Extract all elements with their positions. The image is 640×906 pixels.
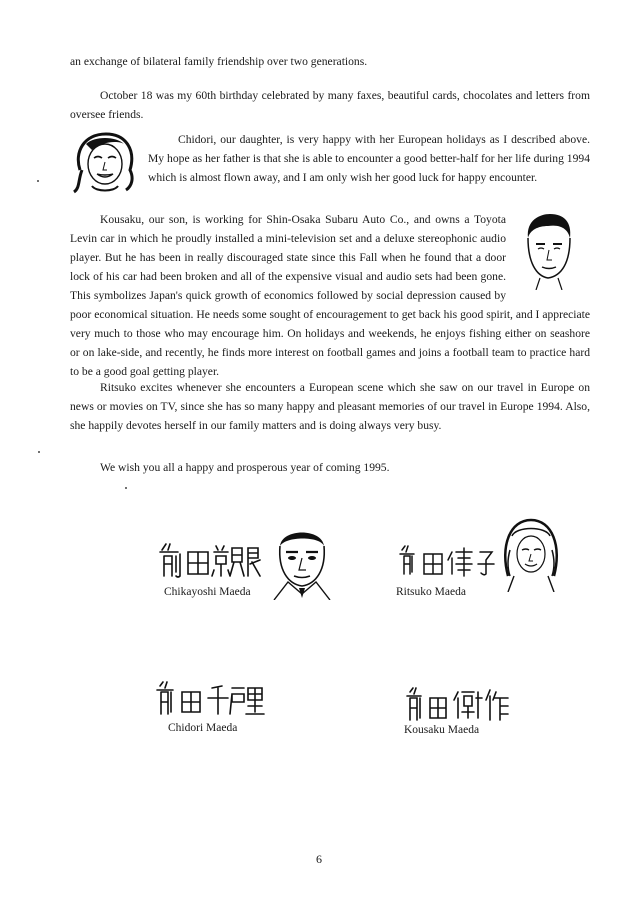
signature-chidori	[154, 680, 274, 740]
ritsuko-portrait	[500, 516, 562, 592]
chikayoshi-name: Chikayoshi Maeda	[164, 586, 251, 598]
signature-ritsuko	[396, 516, 576, 606]
closing-line: We wish you all a happy and prosperous year of coming 1995.	[100, 461, 390, 474]
scan-speck	[38, 451, 40, 453]
chikayoshi-handwritten-signature	[158, 540, 262, 580]
page-number: 6	[316, 852, 322, 866]
intro-line: an exchange of bilateral family friendship over two generations.	[70, 55, 368, 68]
chidori-handwritten-signature	[154, 680, 266, 720]
kousaku-portrait	[516, 212, 590, 292]
woman-face-sketch-icon	[500, 516, 562, 592]
chidori-portrait	[70, 130, 140, 194]
chidori-name: Chidori Maeda	[168, 722, 238, 734]
ritsuko-paragraph: Ritsuko excites whenever she encounters a European scene which she saw on our travel in Europe on news or movies on TV, since she has so many happy and pleasant memories of our travel in Europe 1994. Also, she happily devotes herself in our family matters and is doing always very busy.	[70, 381, 590, 432]
signature-chikayoshi	[158, 522, 338, 612]
kousaku-block	[70, 210, 590, 381]
girl-face-sketch-icon	[70, 130, 140, 194]
kousaku-name: Kousaku Maeda	[404, 724, 480, 736]
kousaku-handwritten-signature	[404, 686, 510, 724]
kousaku-paragraph: Kousaku, our son, is working for Shin-Osaka Subaru Auto Co., and owns a Toyota Levin car in which he proudly installed a mini-television set and a deluxe stereophonic audio player. But he has been in really discouraged state since this Fall when he found that a door lock of his car had been broken and all of the expensive visual and audio sets had been gone. This symbolizes Japan's quick growth of economics followed by social depression caused by poor economical situation. He needs some sought of encouragement to get back his good spirit, and I appreciate very much to those who may encourage him. On holidays and weekends, he enjoys fishing either on seashore or on lake-side, and recently, he finds more interest on football games and joins a football team to practice hard to be a good goal getting player.	[70, 213, 590, 378]
older-man-face-sketch-icon	[266, 522, 338, 600]
young-man-face-sketch-icon	[516, 212, 580, 290]
signature-kousaku	[404, 686, 524, 742]
ritsuko-name: Ritsuko Maeda	[396, 586, 466, 598]
chidori-paragraph: Chidori, our daughter, is very happy with her European holidays as I described above. My hope as her father is that she is able to encounter a good better-half for her life during 1994 which is almost flown away, and I am only wish her good luck for happy encounter.	[148, 133, 590, 184]
birthday-paragraph: October 18 was my 60th birthday celebrated by many faxes, beautiful cards, chocolates and letters from oversee friends.	[70, 89, 590, 121]
scan-speck	[125, 487, 127, 489]
chikayoshi-portrait	[266, 522, 338, 600]
ritsuko-handwritten-signature	[396, 544, 500, 580]
scan-speck	[37, 180, 39, 182]
